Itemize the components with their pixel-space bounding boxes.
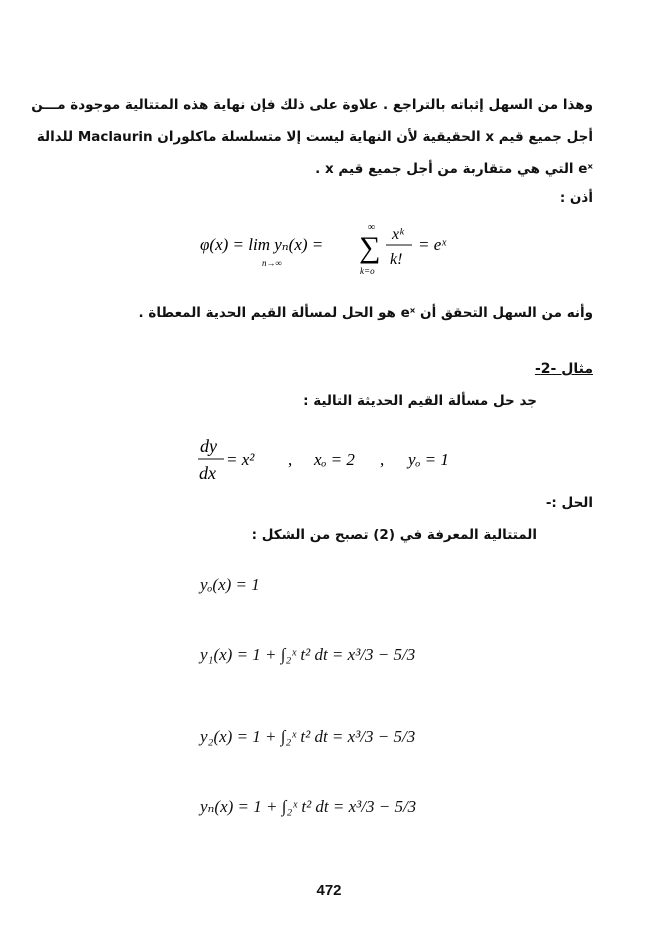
- equation-ode: [196, 432, 476, 488]
- equation-limit-series: [200, 218, 470, 278]
- paragraph-2: وأنه من السهل التحقق أن eˣ هو الحل لمسألة القيم الحدية المعطاة .: [138, 305, 593, 321]
- solution-y0: yₒ(x) = 1: [200, 575, 260, 594]
- ode-rhs: = x²: [226, 450, 255, 469]
- solution-intro: المتتالية المعرفة في (2) تصبح من الشكل :: [251, 527, 537, 543]
- paragraph-1-line-3: eˣ التي هي متقاربة من أجل جميع قيم x .: [315, 161, 593, 177]
- initial-y0: yₒ = 1: [408, 450, 449, 469]
- example-prompt: جد حل مسألة القيم الحديثة التالية :: [303, 393, 537, 409]
- eq-sum-top: ∞: [368, 222, 376, 233]
- solution-y1: y₁(x) = 1 + ∫₂ˣ t² dt = x³/3 − 5/3: [200, 645, 416, 664]
- ode-separator-1: ,: [288, 450, 293, 469]
- paragraph-1-line-1: وهذا من السهل إثباته بالتراجع . علاوة على ذلك فإن نهاية هذه المتتالية موجودة مـــن: [31, 97, 593, 113]
- eq-limit-lhs: φ(x) = lim yₙ(x) =: [200, 235, 324, 254]
- initial-x0: xₒ = 2: [314, 450, 355, 469]
- sum-sign-icon: ∑: [359, 231, 381, 264]
- example-heading: مثال -2-: [534, 361, 593, 377]
- solution-heading: الحل :-: [545, 495, 593, 511]
- page-number: 472: [316, 882, 342, 899]
- solution-yn: yₙ(x) = 1 + ∫₂ˣ t² dt = x³/3 − 5/3: [200, 797, 417, 816]
- ode-numerator: dy: [200, 436, 217, 456]
- solution-y2: y₂(x) = 1 + ∫₂ˣ t² dt = x³/3 − 5/3: [200, 727, 416, 746]
- ode-separator-2: ,: [380, 450, 385, 469]
- eq-sum-bottom: k=o: [360, 266, 375, 276]
- eq-limit-rhs: = eˣ: [418, 235, 447, 254]
- paragraph-1-line-4: أذن :: [559, 190, 593, 206]
- eq-frac-den: k!: [390, 251, 403, 268]
- ode-denominator: dx: [199, 463, 216, 483]
- eq-limit-sub: n→∞: [262, 258, 282, 268]
- paragraph-1-line-2: أجل جميع قيم x الحقيقية لأن النهاية ليست إلا متسلسلة ماكلوران Maclaurin للدالة: [36, 129, 593, 145]
- eq-frac-num: xᵏ: [392, 226, 404, 243]
